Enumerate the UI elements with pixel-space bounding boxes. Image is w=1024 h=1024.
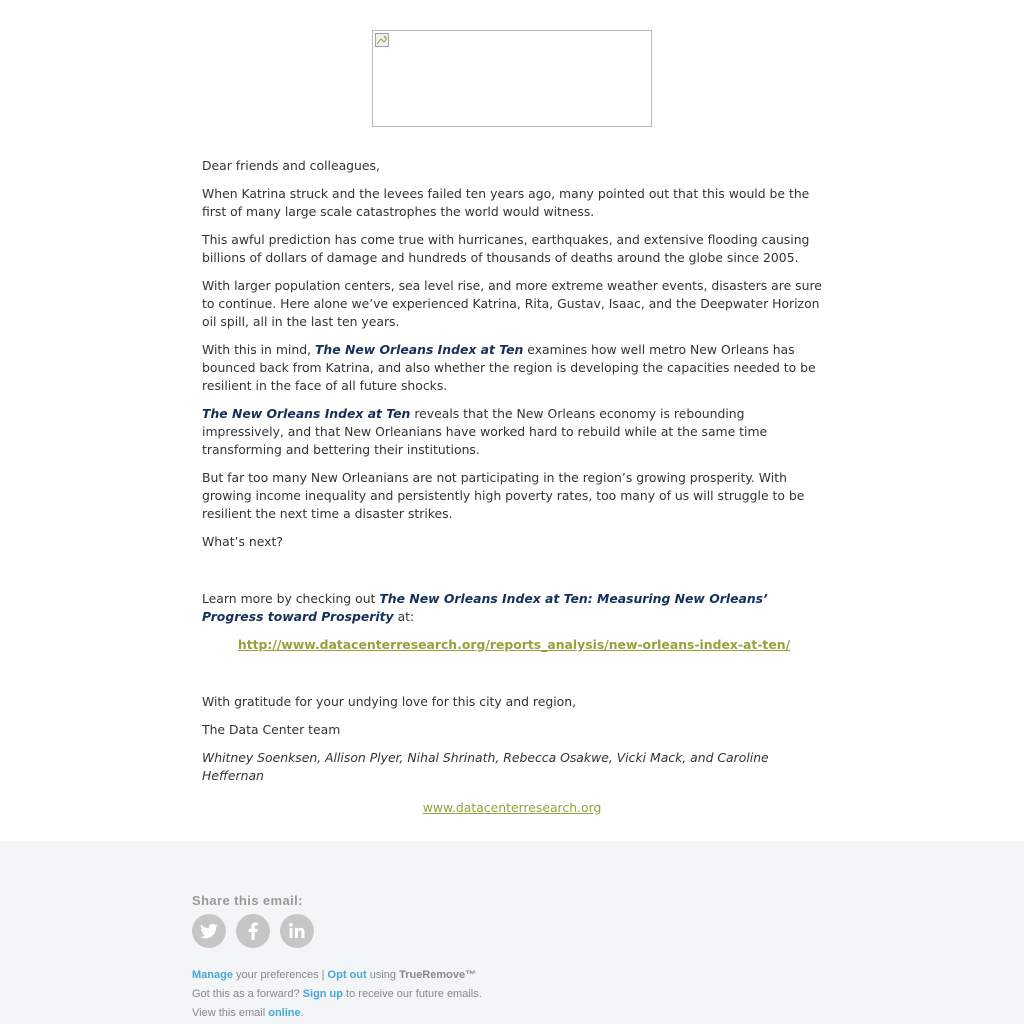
linkedin-icon <box>280 914 314 948</box>
paragraph-7: What’s next? <box>202 534 283 549</box>
forward-text: Got this as a forward? <box>192 988 303 1000</box>
view-online-line <box>192 1007 304 1019</box>
forward-line <box>192 988 482 1000</box>
greeting: Dear friends and colleagues, <box>202 158 380 173</box>
report-title: The New Orleans Index at Ten <box>202 406 411 421</box>
team-names: Whitney Soenksen, Allison Plyer, Nihal Shrinath, Rebecca Osakwe, Vicki Mack, and Caroline Heffernan <box>202 750 769 783</box>
manage-link[interactable]: Manage <box>192 969 233 981</box>
view-text: View this email <box>192 1007 269 1019</box>
preferences-text: your preferences | <box>232 969 328 981</box>
team-signature: The Data Center team <box>202 722 341 737</box>
sign-up-link[interactable]: Sign up <box>302 988 343 1000</box>
report-title: The New Orleans Index at Ten <box>314 342 524 357</box>
share-label: Share this email: <box>192 893 303 908</box>
paragraph-2: This awful prediction has come true with hurricanes, earthquakes, and extensive flooding causing billions of dollars of damage and hundreds of thousands of deaths around the globe since 2005. <box>202 232 810 265</box>
email-footer <box>0 841 1024 1024</box>
paragraph-8 <box>202 590 826 626</box>
twitter-share-button[interactable] <box>192 914 226 948</box>
future-emails-text: to receive our future emails. <box>343 988 482 1000</box>
paragraph-1: When Katrina struck and the levees failed ten years ago, many pointed out that this would be the first of many large scale catastrophes the world would witness. <box>202 186 810 219</box>
paragraph-6: But far too many New Orleanians are not participating in the region’s growing prosperity. With growing income inequality and persistently high poverty rates, too many of us will struggle to be resilient the next time a disaster strikes. <box>202 470 805 521</box>
paragraph-8-end: at: <box>393 609 415 624</box>
facebook-icon <box>236 914 270 948</box>
letter-text <box>202 157 826 795</box>
header-image-placeholder <box>372 30 652 127</box>
paragraph-4-intro: With this in mind, <box>202 342 315 357</box>
paragraph-5 <box>202 405 826 459</box>
report-full-title: The New Orleans Index at Ten: Measuring New Orleans’ Progress toward Prosperity <box>202 591 768 624</box>
report-link[interactable]: http://www.datacenterresearch.org/reports_analysis/new-orleans-index-at-ten/ <box>237 637 791 652</box>
opt-out-link[interactable]: Opt out <box>327 969 367 981</box>
broken-image-icon <box>375 33 389 47</box>
twitter-icon <box>192 914 226 948</box>
facebook-share-button[interactable] <box>236 914 270 948</box>
paragraph-8-intro: Learn more by checking out <box>202 591 380 606</box>
preferences-line <box>192 969 476 981</box>
closing: With gratitude for your undying love for this city and region, <box>202 694 577 709</box>
paragraph-4 <box>202 341 826 395</box>
using-text: using <box>366 969 400 981</box>
site-link-line <box>0 800 1024 815</box>
paragraph-3: With larger population centers, sea level rise, and more extreme weather events, disasters are sure to continue. Here alone we’ve experienced Katrina, Rita, Gustav, Isaac, and the Deepwater Horizon oil spill, all in the last ten years. <box>202 278 822 329</box>
paragraph-4-body: examines how well metro New Orleans has bounced back from Katrina, and also whether the region is developing the capacities needed to be resilient in the face of all future shocks. <box>202 342 816 393</box>
period: . <box>300 1007 304 1019</box>
view-online-link[interactable]: online <box>268 1007 301 1019</box>
trueremove-label: TrueRemove™ <box>399 969 477 981</box>
linkedin-share-button[interactable] <box>280 914 314 948</box>
paragraph-5-body: reveals that the New Orleans economy is rebounding impressively, and that New Orleanians have worked hard to rebuild while at the same time transforming and bettering their institutions. <box>202 406 768 457</box>
report-link-line <box>202 636 826 654</box>
website-link[interactable]: www.datacenterresearch.org <box>422 800 602 815</box>
